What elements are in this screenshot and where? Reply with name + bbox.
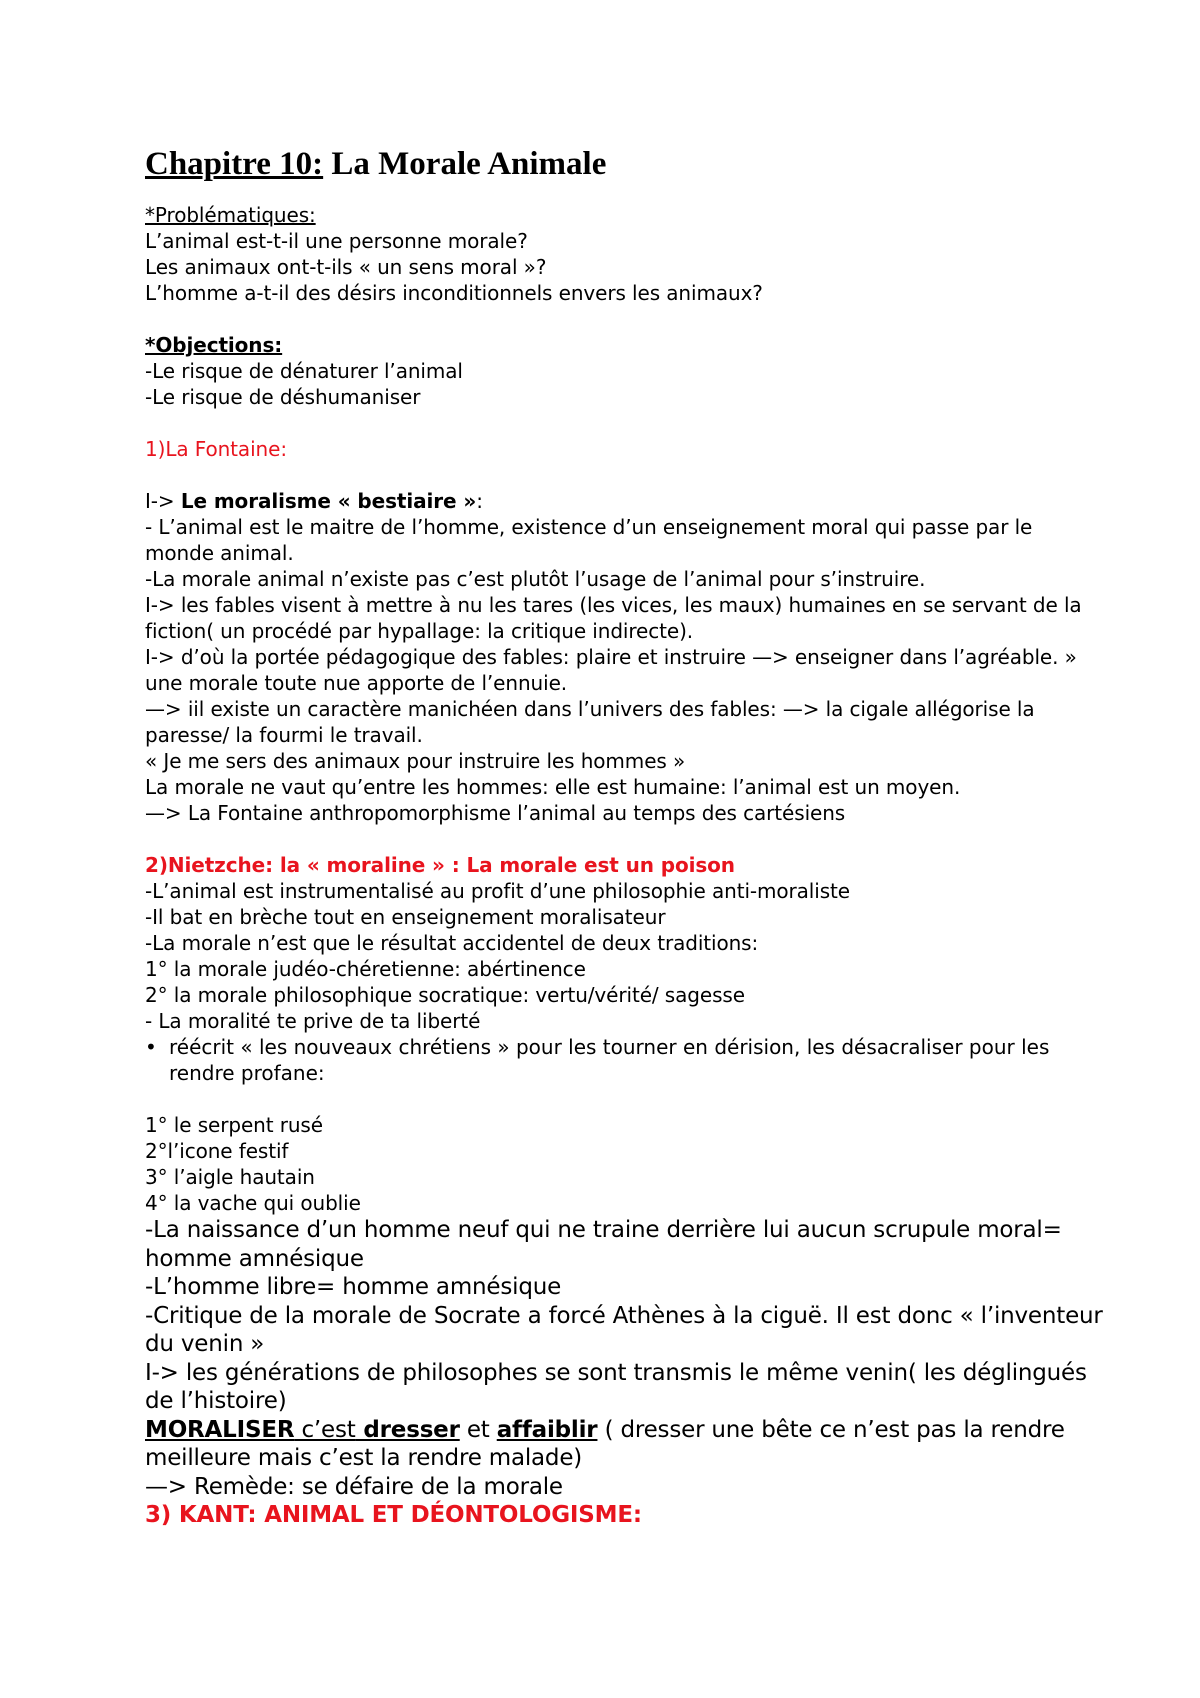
title-text: La Morale Animale [323, 146, 607, 182]
section1-line: -La morale animal n’existe pas c’est plutôt l’usage de l’animal pour s’instruire. [145, 567, 926, 591]
problematique-line: L’homme a-t-il des désirs inconditionnels envers les animaux? [145, 281, 763, 305]
animal-list-item: 4° la vache qui oublie [145, 1191, 361, 1215]
section1-line: —> La Fontaine anthropomorphisme l’animal au temps des cartésiens [145, 801, 846, 825]
section2-big-line: -Critique de la morale de Socrate a forcé Athènes à la ciguë. Il est donc « l’inventeur du venin » [145, 1302, 1103, 1357]
section2-line: -L’animal est instrumentalisé au profit d’une philosophie anti-moraliste [145, 879, 850, 903]
section1-line: I-> d’où la portée pédagogique des fables: plaire et instruire —> enseigner dans l’agréable. » une morale toute nue apporte de l’ennuie. [145, 645, 1077, 695]
moraliser-word: MORALISER [145, 1416, 295, 1443]
cest-word: c’est [294, 1416, 356, 1443]
section2-big-line: -L’homme libre= homme amnésique [145, 1274, 562, 1300]
subheading-suffix: : [476, 489, 483, 513]
section1-heading: 1)La Fontaine: [145, 437, 287, 461]
dresser-word: dresser [355, 1416, 460, 1443]
section1-subheading [145, 488, 1105, 514]
section2-big-line: I-> les générations de philosophes se sont transmis le même venin( les déglingués de l’histoire) [145, 1359, 1087, 1414]
objection-line: -Le risque de déshumaniser [145, 385, 421, 409]
section2-heading: 2)Nietzche: la « moraline » : La morale est un poison [145, 853, 735, 877]
section1-quote: « Je me sers des animaux pour instruire les hommes » [145, 749, 686, 773]
section2-line: -Il bat en brèche tout en enseignement moralisateur [145, 905, 666, 929]
section2-big-line: -La naissance d’un homme neuf qui ne traine derrière lui aucun scrupule moral= homme amnésique [145, 1217, 1062, 1272]
document-page [145, 140, 1105, 1530]
problematique-line: Les animaux ont-t-ils « un sens moral »? [145, 255, 547, 279]
remede-line: —> Remède: se défaire de la morale [145, 1473, 563, 1500]
section2-line: -La morale n’est que le résultat accidentel de deux traditions: [145, 931, 759, 955]
problematiques-heading: *Problématiques: [145, 203, 316, 227]
animal-list-item: 1° le serpent rusé [145, 1113, 323, 1137]
animal-list-item: 3° l’aigle hautain [145, 1165, 315, 1189]
problematique-line: L’animal est-t-il une personne morale? [145, 229, 528, 253]
title-chapter-label: Chapitre 10: [145, 146, 324, 182]
bullet-item [145, 1034, 1105, 1086]
section2-line: 2° la morale philosophique socratique: vertu/vérité/ sagesse [145, 983, 745, 1007]
moraliser-line [145, 1416, 1105, 1473]
bullet-text: réécrit « les nouveaux chrétiens » pour les tourner en dérision, les désacraliser pour les rendre profane: [169, 1035, 1050, 1085]
bullet-dot-icon: • [145, 1035, 157, 1059]
section1-line: I-> les fables visent à mettre à nu les tares (les vices, les maux) humaines en se servant de la fiction( un procédé par hypallage: la critique indirecte). [145, 593, 1082, 643]
section2-line: - La moralité te prive de ta liberté [145, 1009, 481, 1033]
section1-line: - L’animal est le maitre de l’homme, existence d’un enseignement moral qui passe par le monde animal. [145, 515, 1033, 565]
et-word: et [459, 1416, 497, 1443]
section1-line: La morale ne vaut qu’entre les hommes: elle est humaine: l’animal est un moyen. [145, 775, 961, 799]
moraliser-explanation: ( dresser une bête ce n’est pas la rendre meilleure mais c’est la rendre malade) [145, 1416, 1065, 1471]
arrow-prefix: I-> [145, 489, 181, 513]
subheading-bold: Le moralisme « bestiaire » [180, 489, 477, 513]
affaiblir-word: affaiblir [496, 1416, 598, 1443]
section1-line: —> iil existe un caractère manichéen dans l’univers des fables: —> la cigale allégorise la paresse/ la fourmi le travail. [145, 697, 1035, 747]
objection-line: -Le risque de dénaturer l’animal [145, 359, 463, 383]
animal-list-item: 2°l’icone festif [145, 1139, 289, 1163]
objections-heading: *Objections: [145, 333, 283, 357]
section3-heading: 3) KANT: ANIMAL ET DÉONTOLOGISME: [145, 1502, 642, 1528]
page-title [145, 140, 1105, 188]
section2-line: 1° la morale judéo-chéretienne: abértinence [145, 957, 586, 981]
